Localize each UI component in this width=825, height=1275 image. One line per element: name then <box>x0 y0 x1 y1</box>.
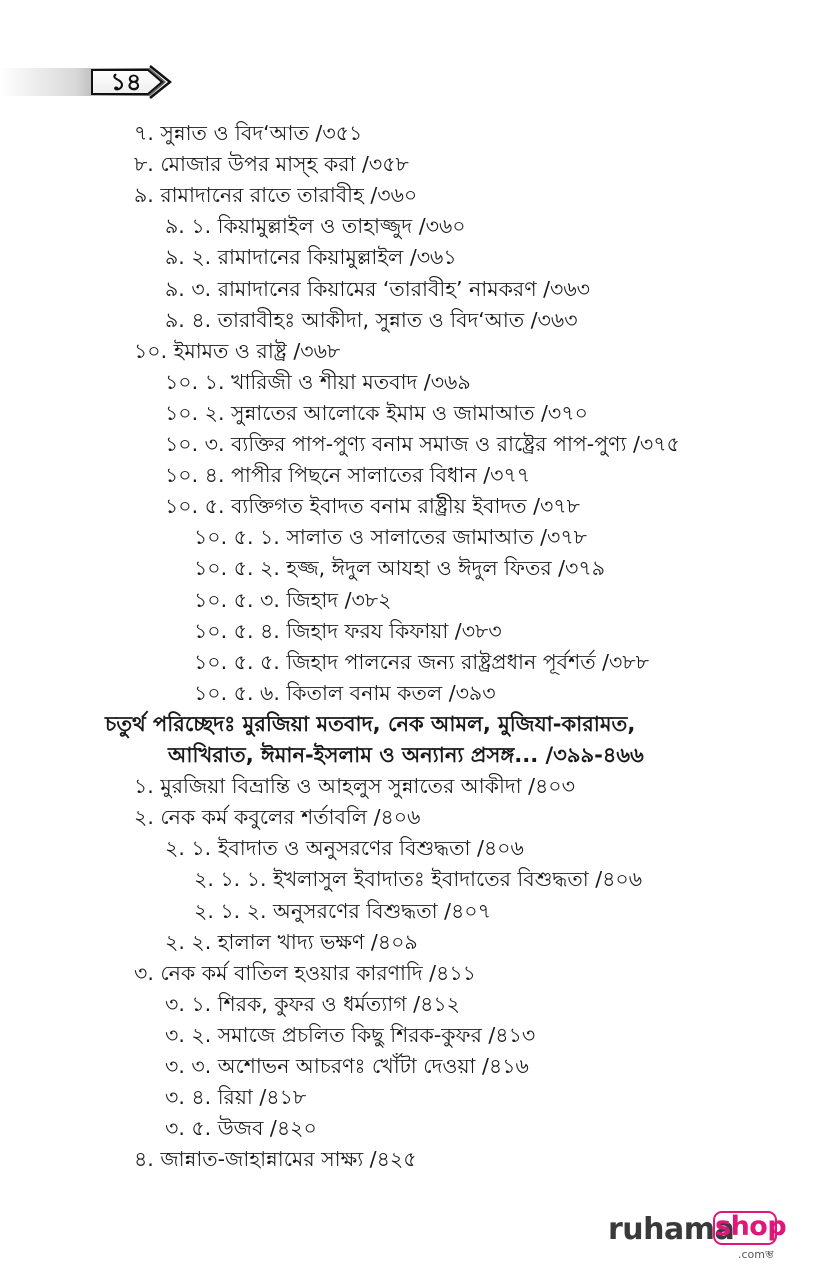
chapter-heading: চতুর্থ পরিচ্ছেদঃ মুরজিয়া মতবাদ, নেক আমল, মুজিযা-কারামত, <box>105 711 636 736</box>
toc-entry: ৯. ৪. তারাবীহঃ আকীদা, সুন্নাত ও বিদ‘আত /৩৬৩ <box>165 307 578 332</box>
toc-entry: ৩. ৫. উজব /৪২০ <box>165 1116 317 1141</box>
toc-entry: ১. মুরজিয়া বিভ্রান্তি ও আহলুস সুন্নাতের আকীদা /৪০৩ <box>134 774 575 799</box>
toc-entry: ১০. ২. সুন্নাতের আলোকে ইমাম ও জামাআত /৩৭০ <box>165 400 588 425</box>
toc-entry: ২. ১. ইবাদাত ও অনুসরণের বিশুদ্ধতা /৪০৬ <box>165 836 524 861</box>
toc-entry: ৭. সুন্নাত ও বিদ‘আত /৩৫১ <box>134 121 363 145</box>
toc-entry: ৩. ১. শিরক, কুফর ও ধর্মত্যাগ /৪১২ <box>165 991 460 1016</box>
toc-entry: ৩. ২. সমাজে প্রচলিত কিছু শিরক-কুফর /৪১৩ <box>165 1022 536 1047</box>
toc-entry: ৮. মোজার উপর মাস্হ করা /৩৫৮ <box>134 152 409 177</box>
brand-name: ruhama <box>608 1212 735 1247</box>
toc-entry: ১০. ৫. ৪. জিহাদ ফরয কিফায়া /৩৮৩ <box>194 618 502 643</box>
toc-entry: ১০. ৫. ২. হজ্জ, ঈদুল আযহা ও ঈদুল ফিতর /৩৭৯ <box>194 556 606 581</box>
toc-entry: ৩. নেক কর্ম বাতিল হওয়ার কারণাদি /৪১১ <box>134 960 476 985</box>
page-number-tab <box>0 62 178 102</box>
ruhamashop-logo <box>608 1208 788 1261</box>
toc-entry: ১০. ৫. ৬. কিতাল বনাম কতল /৩৯৩ <box>194 680 496 705</box>
toc-entry: ২. ১. ২. অনুসরণের বিশুদ্ধতা /৪০৭ <box>194 898 491 923</box>
brand-shop-label: shop <box>715 1211 787 1242</box>
toc-entry: ১০. ৫. ৩. জিহাদ /৩৮২ <box>194 587 392 612</box>
toc-entry: ১০. ১. খারিজী ও শীয়া মতবাদ /৩৬৯ <box>165 369 471 394</box>
toc-entry: ৩. ৩. অশোভন আচরণঃ খোঁটা দেওয়া /৪১৬ <box>165 1054 529 1078</box>
page-number: ১৪ <box>110 68 142 96</box>
toc-entry: ৯. ২. রামাদানের কিয়ামুল্লাইল /৩৬১ <box>165 245 457 270</box>
toc-entry: ২. ১. ১. ইখলাসুল ইবাদাতঃ ইবাদাতের বিশুদ্ধতা /৪০৬ <box>194 867 643 892</box>
toc-entry: ১০. ৩. ব্যক্তির পাপ-পুণ্য বনাম সমাজ ও রাষ্ট্রের পাপ-পুণ্য /৩৭৫ <box>165 432 680 456</box>
toc-entry: ৯. ৩. রামাদানের কিয়ামের ‘তারাবীহ’ নামকরণ /৩৬৩ <box>165 276 590 301</box>
toc-entry: ১০. ৫. ব্যক্তিগত ইবাদত বনাম রাষ্ট্রীয় ইবাদত /৩৭৮ <box>165 494 580 519</box>
toc-entry: ৯. ১. কিয়ামুল্লাইল ও তাহাজ্জুদ /৩৬০ <box>165 214 466 239</box>
toc-entry: ৪. জান্নাত-জাহান্নামের সাক্ষ্য /৪২৫ <box>134 1147 417 1172</box>
brand-shop-box <box>713 1211 787 1245</box>
toc-entry: ৩. ৪. রিয়া /৪১৮ <box>165 1085 307 1110</box>
toc-entry: ১০. ৫. ১. সালাত ও সালাতের জামাআত /৩৭৮ <box>194 525 587 550</box>
toc-entry: ২. নেক কর্ম কবুলের শর্তাবলি /৪০৬ <box>134 805 421 830</box>
toc-entry: ২. ২. হালাল খাদ্য ভক্ষণ /৪০৯ <box>165 929 418 954</box>
toc-entry: ১০. ইমামত ও রাষ্ট্র /৩৬৮ <box>134 338 341 363</box>
toc-entry: ১০. ৫. ৫. জিহাদ পালনের জন্য রাষ্ট্রপ্রধান পূর্বশর্ত /৩৮৮ <box>194 649 649 674</box>
chapter-heading: আখিরাত, ঈমান-ইসলাম ও অন্যান্য প্রসঙ্গ... /৩৯৯-৪৬৬ <box>168 743 644 767</box>
brand-domain: .comম্ভ <box>738 1248 774 1261</box>
toc-entry: ৯. রামাদানের রাতে তারাবীহ /৩৬০ <box>134 183 418 208</box>
toc-entry: ১০. ৪. পাপীর পিছনে সালাতের বিধান /৩৭৭ <box>165 463 531 488</box>
